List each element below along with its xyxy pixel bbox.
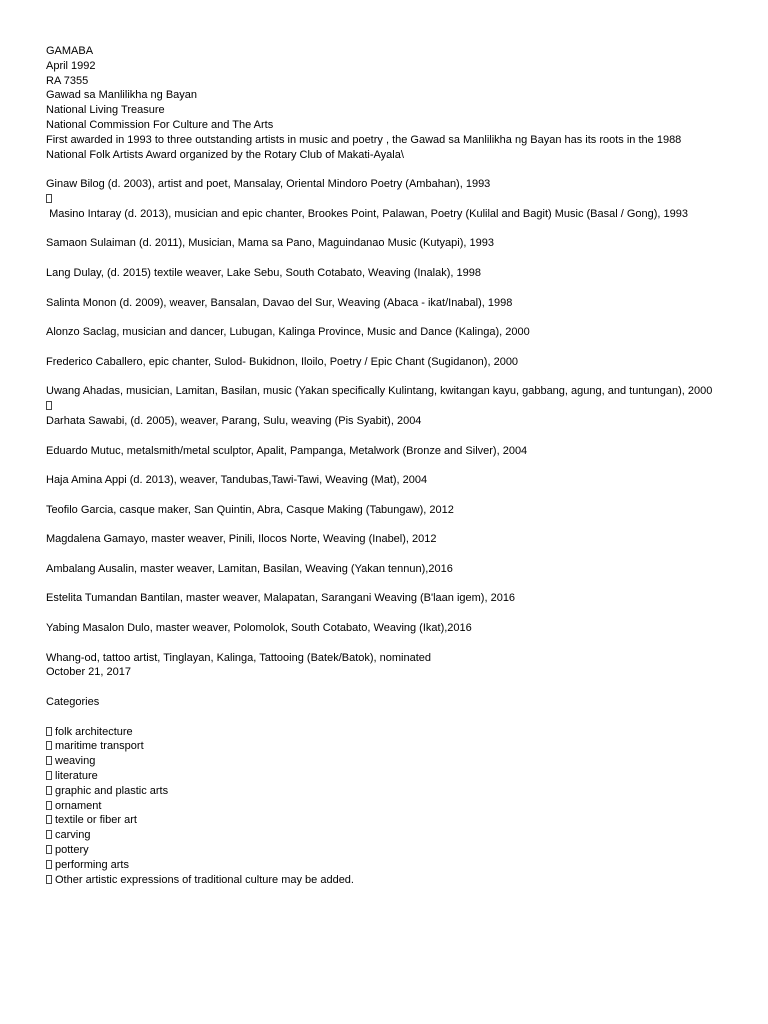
category-label: textile or fiber art	[55, 814, 137, 827]
doc-line-award-name: Gawad sa Manlilikha ng Bayan	[46, 89, 198, 102]
missing-glyph-icon	[46, 401, 52, 410]
category-label: Other artistic expressions of traditional culture may be added.	[55, 873, 354, 886]
category-label: folk architecture	[55, 725, 133, 738]
awardee-entry: Lang Dulay, (d. 2015) textile weaver, Lake Sebu, South Cotabato, Weaving (Inalak), 1998	[46, 266, 481, 279]
awardee-date: October 21, 2017	[46, 666, 132, 679]
category-label: literature	[55, 770, 98, 783]
document-page	[46, 44, 716, 887]
bullet-glyph-icon	[46, 741, 52, 750]
category-item	[46, 813, 716, 828]
category-item	[46, 799, 716, 814]
awardee-entry: Yabing Masalon Dulo, master weaver, Polomolok, South Cotabato, Weaving (Ikat),2016	[46, 622, 472, 635]
category-item	[46, 858, 716, 873]
category-item	[46, 828, 716, 843]
bullet-glyph-icon	[46, 786, 52, 795]
doc-line-ncca: National Commission For Culture and The Arts	[46, 118, 274, 131]
bullet-glyph-icon	[46, 756, 52, 765]
category-item	[46, 843, 716, 858]
awardee-entry: Estelita Tumandan Bantilan, master weaver, Malapatan, Sarangani Weaving (B'laan igem), 2016	[46, 592, 516, 605]
bullet-glyph-icon	[46, 845, 52, 854]
awardee-entry: Eduardo Mutuc, metalsmith/metal sculptor, Apalit, Pampanga, Metalwork (Bronze and Silver), 2004	[46, 444, 528, 457]
doc-line-date: April 1992	[46, 59, 96, 72]
intro-paragraph: First awarded in 1993 to three outstanding artists in music and poetry , the Gawad sa Manlilikha ng Bayan has its roots in the 1988 National Folk Artists Award organized by the Rotary Club of Makati-Ayala\	[46, 133, 685, 161]
bullet-glyph-icon	[46, 801, 52, 810]
doc-line-living-treasure: National Living Treasure	[46, 104, 165, 117]
bullet-glyph-icon	[46, 771, 52, 780]
bullet-glyph-icon	[46, 830, 52, 839]
category-item	[46, 769, 716, 784]
categories-heading: Categories	[46, 696, 100, 709]
placeholder-glyph	[46, 192, 716, 207]
awardee-entry: Ginaw Bilog (d. 2003), artist and poet, Mansalay, Oriental Mindoro Poetry (Ambahan), 1993	[46, 178, 491, 191]
awardee-entry: Masino Intaray (d. 2013), musician and epic chanter, Brookes Point, Palawan, Poetry (Kulilal and Bagit) Music (Basal / Gong), 1993	[46, 207, 689, 220]
placeholder-glyph	[46, 399, 716, 414]
category-label: maritime transport	[55, 740, 144, 753]
category-item	[46, 784, 716, 799]
awardee-entry: Whang-od, tattoo artist, Tinglayan, Kalinga, Tattooing (Batek/Batok), nominated	[46, 651, 432, 664]
doc-line-gamaba: GAMABA	[46, 45, 94, 57]
category-item	[46, 725, 716, 740]
awardee-entry: Teofilo Garcia, casque maker, San Quintin, Abra, Casque Making (Tabungaw), 2012	[46, 503, 454, 516]
category-label: pottery	[55, 844, 89, 857]
category-label: carving	[55, 829, 91, 842]
category-label: weaving	[55, 755, 96, 768]
category-label: performing arts	[55, 858, 129, 871]
category-item	[46, 754, 716, 769]
category-label: ornament	[55, 799, 102, 812]
awardee-entry: Salinta Monon (d. 2009), weaver, Bansalan, Davao del Sur, Weaving (Abaca - ikat/Inabal), 1998	[46, 296, 513, 309]
missing-glyph-icon	[46, 194, 52, 203]
bullet-glyph-icon	[46, 727, 52, 736]
doc-line-ra: RA 7355	[46, 74, 89, 87]
bullet-glyph-icon	[46, 875, 52, 884]
awardee-entry: Uwang Ahadas, musician, Lamitan, Basilan, music (Yakan specifically Kulintang, kwitangan kayu, gabbang, agung, and tuntungan), 2000	[46, 385, 713, 398]
awardee-entry: Ambalang Ausalin, master weaver, Lamitan, Basilan, Weaving (Yakan tennun),2016	[46, 562, 453, 575]
category-item	[46, 739, 716, 754]
awardee-entry: Frederico Caballero, epic chanter, Sulod- Bukidnon, Iloilo, Poetry / Epic Chant (Sugidanon), 2000	[46, 355, 519, 368]
category-item	[46, 873, 716, 888]
awardee-entry: Magdalena Gamayo, master weaver, Pinili, Ilocos Norte, Weaving (Inabel), 2012	[46, 533, 437, 546]
awardee-entry: Samaon Sulaiman (d. 2011), Musician, Mama sa Pano, Maguindanao Music (Kutyapi), 1993	[46, 237, 494, 250]
bullet-glyph-icon	[46, 815, 52, 824]
bullet-glyph-icon	[46, 860, 52, 869]
awardee-entry: Alonzo Saclag, musician and dancer, Lubugan, Kalinga Province, Music and Dance (Kalinga), 2000	[46, 326, 530, 339]
category-label: graphic and plastic arts	[55, 784, 169, 797]
awardee-entry: Haja Amina Appi (d. 2013), weaver, Tandubas,Tawi-Tawi, Weaving (Mat), 2004	[46, 474, 428, 487]
awardee-entry: Darhata Sawabi, (d. 2005), weaver, Parang, Sulu, weaving (Pis Syabit), 2004	[46, 414, 422, 427]
